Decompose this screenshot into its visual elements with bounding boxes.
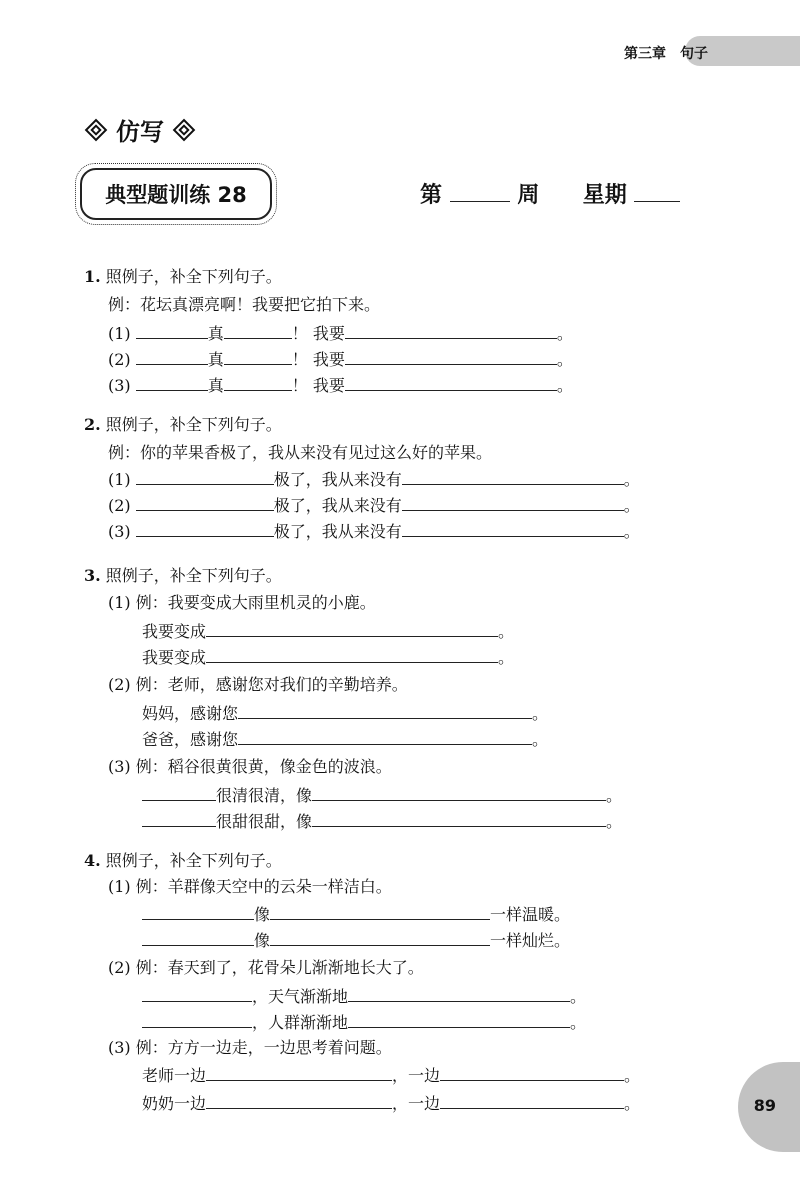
- answer-blank[interactable]: [136, 468, 274, 485]
- q1-item: [108, 374, 573, 397]
- mid-text: 很甜很甜，像: [216, 812, 313, 831]
- answer-blank[interactable]: [345, 374, 557, 391]
- answer-blank[interactable]: [402, 520, 624, 537]
- answer-blank[interactable]: [224, 374, 292, 391]
- q1-woyao: 我要: [312, 376, 345, 395]
- period: 。: [498, 648, 515, 667]
- mid-text: ，天气渐渐地: [252, 987, 349, 1006]
- answer-blank[interactable]: [136, 374, 208, 391]
- q1-woyao: 我要: [312, 324, 345, 343]
- item-number: (1): [108, 324, 131, 343]
- q1-excl: ！: [291, 350, 308, 369]
- q1-excl: ！: [291, 324, 308, 343]
- q4-sub1-answer: [142, 929, 570, 952]
- q1-zhen: 真: [207, 376, 224, 395]
- mid-text: ，一边: [392, 1094, 441, 1113]
- q4-prompt: [84, 850, 282, 872]
- q2-number: 2.: [84, 415, 101, 434]
- period: 。: [624, 1094, 641, 1113]
- item-number: (1): [108, 593, 131, 612]
- answer-blank[interactable]: [440, 1064, 624, 1081]
- page-number: 89: [753, 1096, 776, 1115]
- period: 。: [570, 987, 587, 1006]
- chapter-header: 第三章 句子: [624, 46, 708, 62]
- q2-item: [108, 468, 640, 491]
- example-text: 例：羊群像天空中的云朵一样洁白。: [135, 877, 392, 896]
- answer-blank[interactable]: [270, 903, 490, 920]
- answer-blank[interactable]: [136, 348, 208, 365]
- example-text: 例：我要变成大雨里机灵的小鹿。: [135, 593, 376, 612]
- mid-text: 很清很清，像: [216, 786, 313, 805]
- q3-sub2-example: [108, 674, 408, 696]
- q3-sub3-example: [108, 756, 392, 778]
- period: 。: [570, 1013, 587, 1032]
- q4-sub2-example: [108, 957, 424, 979]
- period: 。: [624, 1066, 641, 1085]
- item-number: (3): [108, 757, 131, 776]
- answer-blank[interactable]: [224, 348, 292, 365]
- q4-sub3-example: [108, 1037, 392, 1059]
- lead-text: 爸爸，感谢您: [142, 730, 239, 749]
- section-title-text: 仿写: [116, 118, 164, 146]
- q3-prompt: [84, 565, 282, 587]
- mid-text: ，一边: [392, 1066, 441, 1085]
- week-di: 第: [420, 182, 443, 208]
- answer-blank[interactable]: [312, 784, 606, 801]
- q2-mid: 极了，我从来没有: [273, 522, 402, 541]
- answer-blank[interactable]: [312, 810, 606, 827]
- answer-blank[interactable]: [136, 322, 208, 339]
- q1-zhen: 真: [207, 324, 224, 343]
- practice-label-box: [80, 168, 272, 220]
- answer-blank[interactable]: [224, 322, 292, 339]
- mid-text: ，人群渐渐地: [252, 1013, 349, 1032]
- answer-blank[interactable]: [206, 1092, 392, 1109]
- q4-sub2-answer: [142, 1011, 586, 1034]
- period: 。: [556, 376, 573, 395]
- answer-blank[interactable]: [238, 702, 532, 719]
- answer-blank[interactable]: [142, 784, 216, 801]
- period: 。: [556, 324, 573, 343]
- weekday-label: 星期: [582, 182, 627, 208]
- item-number: (2): [108, 496, 131, 515]
- answer-blank[interactable]: [402, 468, 624, 485]
- q1-number: 1.: [84, 267, 101, 286]
- answer-blank[interactable]: [142, 929, 254, 946]
- answer-blank[interactable]: [142, 903, 254, 920]
- tail-text: 一样温暖。: [490, 905, 571, 924]
- tail-text: 一样灿烂。: [490, 931, 571, 950]
- diamond-icon: [173, 118, 196, 141]
- answer-blank[interactable]: [206, 620, 498, 637]
- example-text: 例：方方一边走，一边思考着问题。: [135, 1038, 392, 1057]
- answer-blank[interactable]: [206, 1064, 392, 1081]
- q3-sub1-example: [108, 592, 376, 614]
- item-number: (1): [108, 470, 131, 489]
- example-text: 例：老师，感谢您对我们的辛勤培养。: [135, 675, 408, 694]
- answer-blank[interactable]: [345, 348, 557, 365]
- item-number: (2): [108, 675, 131, 694]
- week-blank[interactable]: [450, 179, 510, 202]
- lead-text: 我要变成: [142, 648, 207, 667]
- q1-excl: ！: [291, 376, 308, 395]
- q4-number: 4.: [84, 851, 101, 870]
- week-day-field: [420, 178, 680, 209]
- example-text: 例：春天到了，花骨朵儿渐渐地长大了。: [135, 958, 424, 977]
- lead-text: 我要变成: [142, 622, 207, 641]
- q1-woyao: 我要: [312, 350, 345, 369]
- lead-text: 奶奶一边: [142, 1094, 207, 1113]
- practice-label: 典型题训练 28: [105, 183, 247, 207]
- lead-text: 老师一边: [142, 1066, 207, 1085]
- answer-blank[interactable]: [142, 985, 252, 1002]
- period: 。: [623, 470, 640, 489]
- item-number: (2): [108, 958, 131, 977]
- q1-item: [108, 322, 573, 345]
- q3-sub1-answer: [142, 620, 514, 643]
- lead-text: 妈妈，感谢您: [142, 704, 239, 723]
- item-number: (2): [108, 350, 131, 369]
- answer-blank[interactable]: [206, 646, 498, 663]
- answer-blank[interactable]: [142, 810, 216, 827]
- period: 。: [556, 350, 573, 369]
- period: 。: [532, 704, 549, 723]
- q2-prompt-text: 照例子，补全下列句子。: [105, 415, 282, 434]
- period: 。: [623, 522, 640, 541]
- item-number: (3): [108, 1038, 131, 1057]
- example-text: 例：稻谷很黄很黄，像金色的波浪。: [135, 757, 392, 776]
- q4-sub2-answer: [142, 985, 586, 1008]
- answer-blank[interactable]: [238, 728, 532, 745]
- q4-sub3-answer: [142, 1092, 640, 1115]
- answer-blank[interactable]: [348, 985, 570, 1002]
- answer-blank[interactable]: [136, 494, 274, 511]
- answer-blank[interactable]: [142, 1011, 252, 1028]
- q1-prompt-text: 照例子，补全下列句子。: [105, 267, 282, 286]
- answer-blank[interactable]: [402, 494, 624, 511]
- answer-blank[interactable]: [345, 322, 557, 339]
- q1-example: 例：花坛真漂亮啊！我要把它拍下来。: [108, 295, 381, 314]
- q4-prompt-text: 照例子，补全下列句子。: [105, 851, 282, 870]
- q1-item: [108, 348, 573, 371]
- q3-number: 3.: [84, 566, 101, 585]
- q2-item: [108, 494, 640, 517]
- q1-zhen: 真: [207, 350, 224, 369]
- answer-blank[interactable]: [136, 520, 274, 537]
- item-number: (3): [108, 522, 131, 541]
- answer-blank[interactable]: [440, 1092, 624, 1109]
- diamond-icon: [85, 118, 108, 141]
- period: 。: [606, 786, 623, 805]
- q1-prompt: [84, 266, 282, 288]
- q2-item: [108, 520, 640, 543]
- q3-sub2-answer: [142, 702, 548, 725]
- period: 。: [532, 730, 549, 749]
- answer-blank[interactable]: [348, 1011, 570, 1028]
- weekday-blank[interactable]: [634, 179, 680, 202]
- q3-sub2-answer: [142, 728, 548, 751]
- q2-mid: 极了，我从来没有: [273, 470, 402, 489]
- q2-mid: 极了，我从来没有: [273, 496, 402, 515]
- section-title: [82, 112, 198, 147]
- week-zhou: 周: [517, 182, 540, 208]
- period: 。: [623, 496, 640, 515]
- period: 。: [498, 622, 515, 641]
- q3-sub1-answer: [142, 646, 514, 669]
- q2-prompt: [84, 414, 282, 436]
- q3-sub3-answer: [142, 810, 622, 833]
- xiang-text: 像: [254, 905, 271, 924]
- q4-sub1-example: [108, 876, 392, 898]
- q4-sub3-answer: [142, 1064, 640, 1087]
- item-number: (1): [108, 877, 131, 896]
- xiang-text: 像: [254, 931, 271, 950]
- item-number: (3): [108, 376, 131, 395]
- q4-sub1-answer: [142, 903, 570, 926]
- q3-prompt-text: 照例子，补全下列句子。: [105, 566, 282, 585]
- answer-blank[interactable]: [270, 929, 490, 946]
- q3-sub3-answer: [142, 784, 622, 807]
- period: 。: [606, 812, 623, 831]
- q2-example: 例：你的苹果香极了，我从来没有见过这么好的苹果。: [108, 443, 493, 462]
